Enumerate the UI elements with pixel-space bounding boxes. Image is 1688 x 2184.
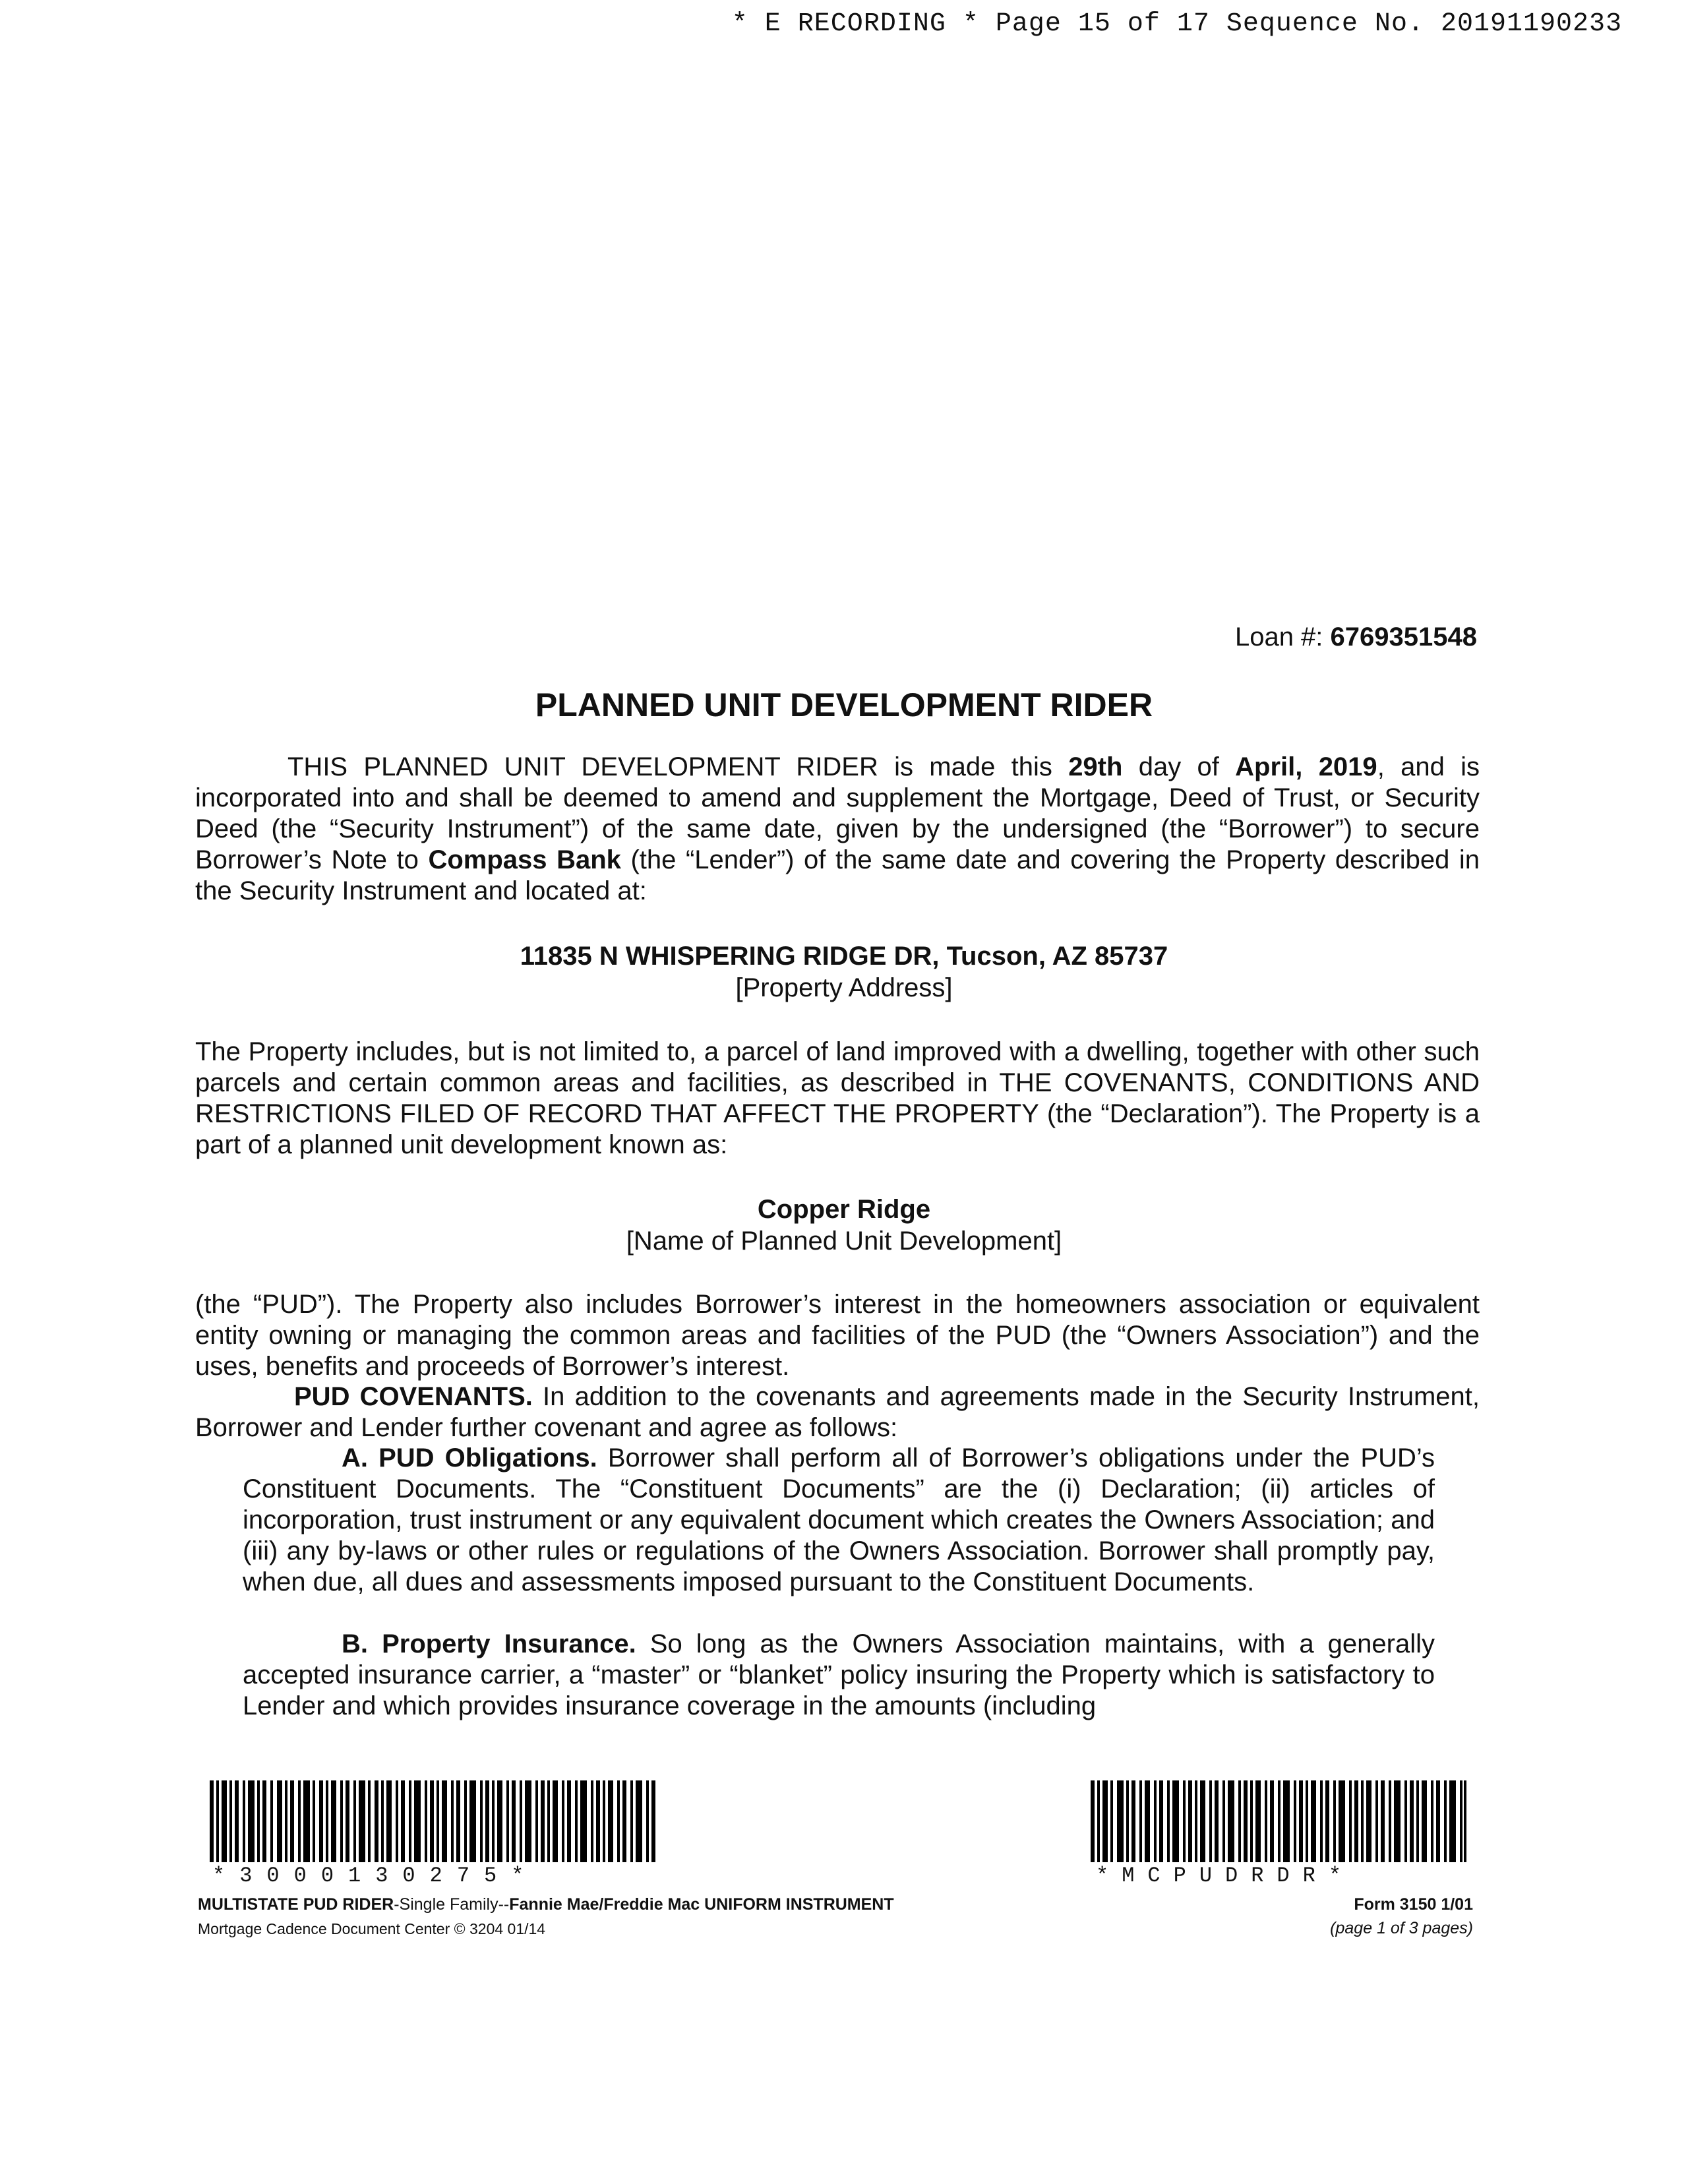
form-instrument: Fannie Mae/Freddie Mac UNIFORM INSTRUMENT (509, 1895, 894, 1914)
pud-name-label: [Name of Planned Unit Development] (626, 1227, 1062, 1256)
rider-day: 29th (1068, 752, 1123, 781)
loan-value: 6769351548 (1330, 622, 1477, 652)
pud-name: Copper Ridge (757, 1195, 931, 1224)
declaration-paragraph: The Property includes, but is not limited to, a parcel of land improved with a dwelling, together with other such parcels and certain common areas and facilities, as described in THE COVENANTS, CONDITIONS AND RESTRICTIONS FILED OF RECORD THAT AFFECT THE PROPERTY (the “Declaration”). The Property is a part of a planned unit development known as: (195, 1037, 1480, 1159)
lender-name: Compass Bank (428, 845, 621, 874)
form-subtitle: -Single Family-- (394, 1895, 510, 1914)
pud-paragraph: (the “PUD”). The Property also includes Borrower’s interest in the homeowners association or equivalent entity owning or managing the common areas and facilities of the PUD (the “Owners Association”) and the uses, benefits and proceeds of Borrower’s interest. (195, 1290, 1480, 1381)
barcode-right-text: *MCPUDRDR* (1096, 1864, 1355, 1888)
form-description (198, 1895, 894, 1914)
section-b-heading: B. Property Insurance. (342, 1629, 636, 1658)
doc-center-line: Mortgage Cadence Document Center © 3204 01/14 (198, 1920, 546, 1937)
section-b (243, 1629, 1435, 1722)
section-a (243, 1443, 1435, 1598)
barcode-left-text: *3000130275* (212, 1864, 539, 1888)
section-a-heading: A. PUD Obligations. (342, 1443, 597, 1472)
document-title: PLANNED UNIT DEVELOPMENT RIDER (535, 686, 1153, 723)
recording-header: * E RECORDING * Page 15 of 17 Sequence No. 20191190233 (731, 9, 1622, 39)
barcode-left (210, 1780, 655, 1862)
intro-text-a: THIS PLANNED UNIT DEVELOPMENT RIDER is made this (287, 752, 1069, 781)
pud-name-block (0, 1194, 1688, 1257)
property-address: 11835 N WHISPERING RIDGE DR, Tucson, AZ 85737 (520, 942, 1168, 971)
loan-number (1235, 622, 1477, 652)
property-address-block (0, 940, 1688, 1004)
intro-text-b: day of (1122, 752, 1236, 781)
property-address-label: [Property Address] (735, 973, 953, 1002)
intro-paragraph (195, 752, 1480, 907)
form-number: Form 3150 1/01 (1354, 1895, 1473, 1914)
barcode-right (1091, 1780, 1466, 1862)
section-b-text: So long as the Owners Association maintains, with a generally accepted insurance carrier, a “master” or “blanket” policy insuring the Property which is satisfactory to Lender and which provides insurance coverage in the amounts (including (243, 1629, 1435, 1720)
form-title: MULTISTATE PUD RIDER (198, 1895, 394, 1914)
loan-label: Loan #: (1234, 622, 1331, 652)
rider-date: April, 2019 (1235, 752, 1377, 781)
intro-text-c: , and is incorporated into and shall be deemed to amend and supplement the Mortgage, Deed of Trust, or Security Deed (the “Security Instrument”) of the same date, given by the undersigned (the “Borrower”) to secure Borrower’s Note to (195, 752, 1480, 874)
covenants-text: In addition to the covenants and agreements made in the Security Instrument, Borrower and Lender further covenant and agree as follows: (195, 1382, 1480, 1442)
covenants-heading: PUD COVENANTS. (294, 1382, 533, 1411)
covenants-paragraph (195, 1381, 1480, 1443)
page-info: (page 1 of 3 pages) (1330, 1919, 1473, 1937)
section-a-text: Borrower shall perform all of Borrower’s obligations under the PUD’s Constituent Documents. The “Constituent Documents” are the (i) Declaration; (ii) articles of incorporation, trust instrument or any equivalent document which creates the Owners Association; and (iii) any by-laws or other rules or regulations of the Owners Association. Borrower shall promptly pay, when due, all dues and assessments imposed pursuant to the Constituent Documents. (243, 1443, 1435, 1596)
intro-text-d: (the “Lender”) of the same date and covering the Property described in the Security Instrument and located at: (195, 845, 1480, 905)
